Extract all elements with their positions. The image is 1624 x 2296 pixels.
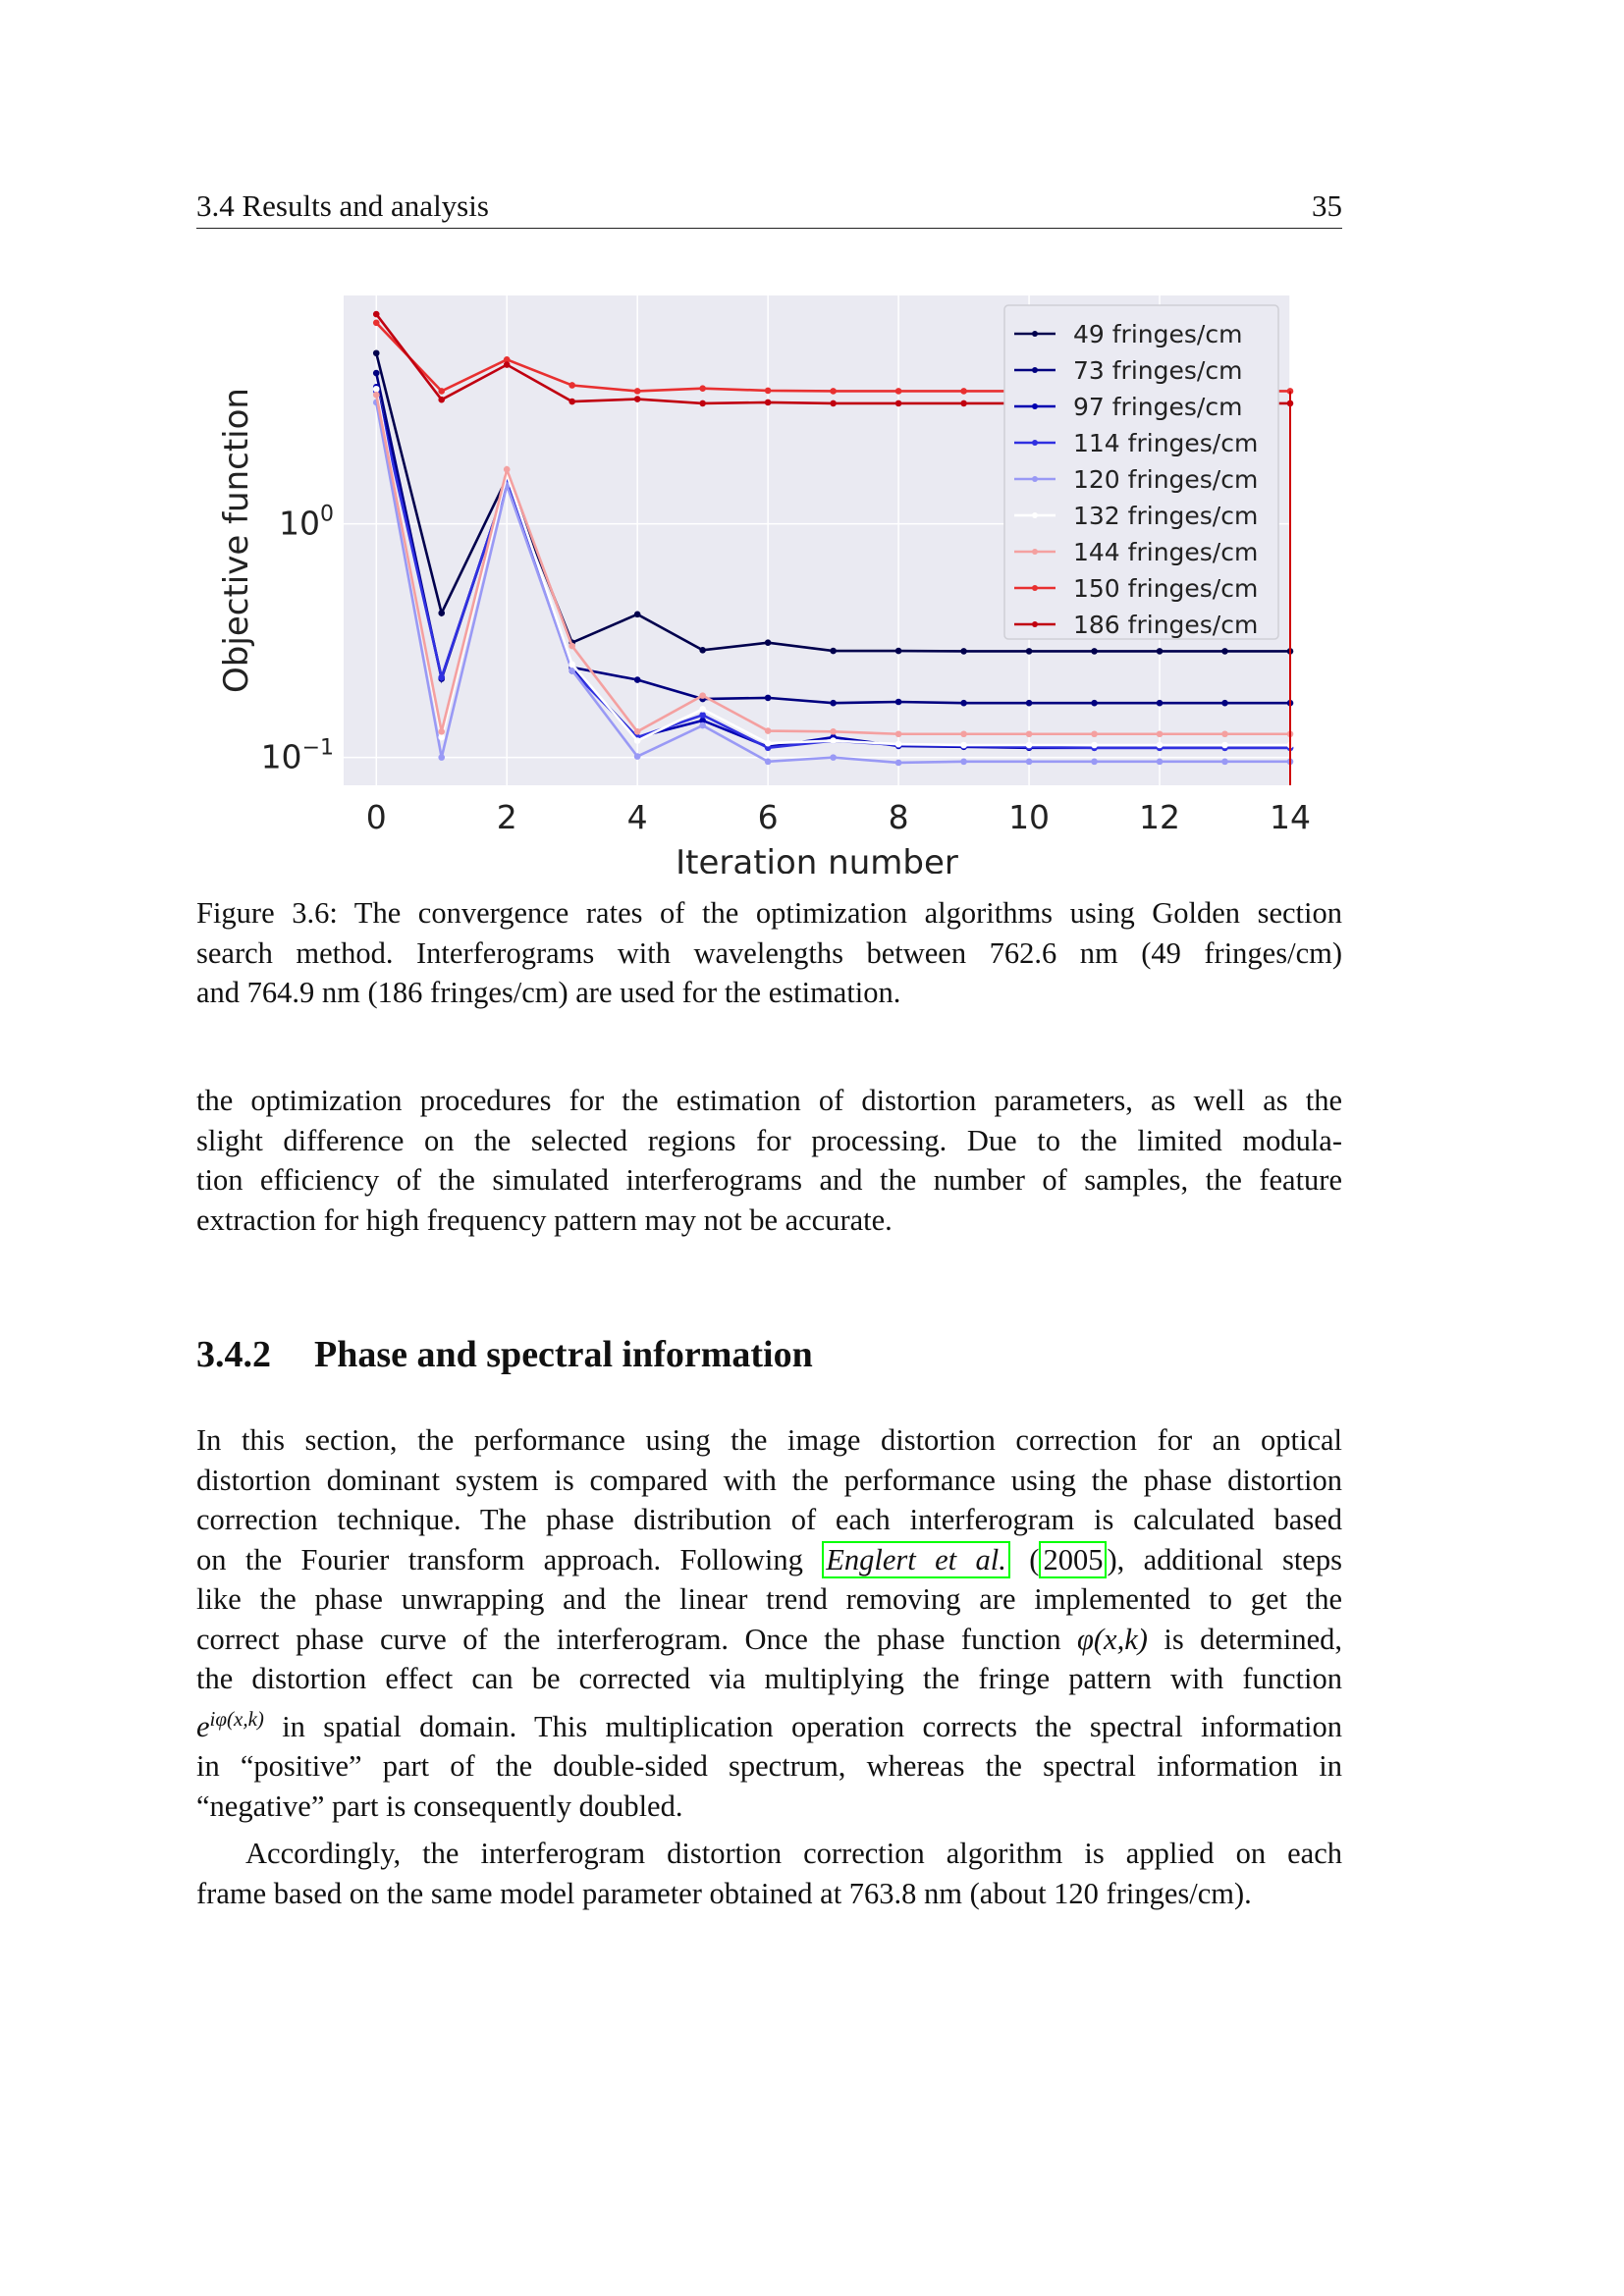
data-point [699, 692, 706, 699]
data-point [895, 760, 902, 767]
x-tick-label: 4 [626, 798, 648, 836]
tick-base: 10 [260, 737, 302, 776]
legend-marker [1032, 331, 1038, 337]
data-point [373, 349, 380, 356]
data-point [634, 753, 641, 760]
data-point [1221, 700, 1228, 707]
legend-marker [1032, 440, 1038, 446]
data-point [373, 386, 380, 393]
data-point [438, 674, 445, 681]
data-point [765, 695, 772, 702]
data-point [634, 728, 641, 735]
text-segment: correct phase curve of the interferogram. Once the phase function [196, 1622, 1078, 1656]
text-line [196, 1620, 1342, 1660]
text-segment: ( [1009, 1542, 1040, 1576]
data-point [1026, 759, 1033, 766]
data-point [634, 737, 641, 744]
data-point [960, 730, 967, 737]
data-point [960, 700, 967, 707]
text-line: frame based on the same model parameter obtained at 763.8 nm (about 120 fringes/cm). [196, 1876, 1252, 1910]
legend-label: 114 fringes/cm [1073, 429, 1259, 457]
legend-label: 73 fringes/cm [1073, 356, 1243, 385]
text-segment: ), additional steps [1107, 1542, 1342, 1576]
data-point [895, 400, 902, 407]
text-line [196, 1540, 1342, 1580]
math-phi: φ(x,k) [1077, 1622, 1148, 1656]
data-point [699, 400, 706, 407]
citation-author-link[interactable]: Englert et al. [822, 1541, 1010, 1578]
legend-label: 49 fringes/cm [1073, 320, 1243, 348]
text-segment: on the Fourier transform approach. Following [196, 1542, 823, 1576]
data-point [765, 400, 772, 406]
page-number: 35 [1312, 188, 1342, 223]
data-point [830, 388, 837, 395]
data-point [634, 612, 641, 618]
data-point [1157, 700, 1164, 707]
data-point [699, 706, 706, 713]
text-line: the distortion effect can be corrected via multiplying the fringe pattern with function [196, 1662, 1342, 1695]
legend-label: 144 fringes/cm [1073, 538, 1259, 566]
data-point [438, 728, 445, 735]
data-point [830, 700, 837, 707]
data-point [1221, 759, 1228, 766]
data-point [438, 734, 445, 741]
data-point [1091, 759, 1098, 766]
data-point [1157, 742, 1164, 749]
data-point [960, 648, 967, 655]
legend-marker [1032, 621, 1038, 627]
data-point [895, 730, 902, 737]
data-point [765, 388, 772, 395]
legend-label: 150 fringes/cm [1073, 574, 1259, 603]
legend-label: 132 fringes/cm [1073, 502, 1259, 530]
data-point [373, 311, 380, 318]
data-point [1091, 742, 1098, 749]
data-point [1157, 648, 1164, 655]
data-point [504, 466, 511, 473]
legend-marker [1032, 367, 1038, 373]
data-point [895, 741, 902, 748]
data-point [895, 699, 902, 706]
data-point [373, 370, 380, 377]
data-point [438, 388, 445, 395]
legend-marker [1032, 549, 1038, 555]
x-tick-label: 10 [1008, 798, 1051, 836]
header-section-title: 3.4 Results and analysis [196, 188, 489, 223]
x-axis-label: Iteration number [676, 843, 958, 874]
data-point [1221, 742, 1228, 749]
data-point [699, 722, 706, 729]
data-point [765, 727, 772, 734]
text-line: Accordingly, the interferogram distortion correction algorithm is applied on each [245, 1837, 1342, 1870]
legend-marker [1032, 512, 1038, 518]
paragraph-1 [196, 1081, 1342, 1240]
data-point [960, 742, 967, 749]
text-line: in “positive” part of the double-sided spectrum, whereas the spectral information in [196, 1749, 1342, 1784]
data-point [1091, 730, 1098, 737]
tick-exponent: 0 [320, 502, 334, 527]
data-point [373, 392, 380, 399]
x-tick-label: 8 [888, 798, 909, 836]
data-point [1026, 648, 1033, 655]
tick-base: 10 [279, 504, 320, 543]
data-point [634, 388, 641, 395]
tick-exponent: −1 [301, 735, 334, 761]
legend-marker [1032, 403, 1038, 409]
x-tick-label: 2 [496, 798, 517, 836]
data-point [765, 759, 772, 766]
data-point [830, 728, 837, 735]
x-tick-label: 12 [1139, 798, 1181, 836]
math-exponential: e [196, 1709, 210, 1743]
text-line: extraction for high frequency pattern may not be accurate. [196, 1202, 893, 1237]
data-point [699, 385, 706, 392]
text-line [196, 1699, 1342, 1747]
data-point [1026, 742, 1033, 749]
data-point [765, 740, 772, 747]
data-point [830, 737, 837, 744]
text-line: distortion dominant system is compared with the performance using the phase distortion [196, 1463, 1342, 1497]
y-axis-label: Objective function [217, 388, 256, 693]
x-tick-label: 6 [757, 798, 779, 836]
data-point [1026, 730, 1033, 737]
data-point [634, 396, 641, 402]
caption-line: search method. Interferograms with wavelengths between 762.6 nm (49 fringes/cm) [196, 935, 1342, 970]
data-point [960, 388, 967, 395]
legend-label: 97 fringes/cm [1073, 393, 1243, 421]
data-point [765, 639, 772, 646]
math-exponent: iφ(x,k) [209, 1706, 264, 1731]
text-segment: in spatial domain. This multiplication operation corrects the spectral information [263, 1709, 1342, 1743]
section-title: Phase and spectral information [314, 1334, 813, 1375]
data-point [438, 397, 445, 403]
citation-year-link[interactable]: 2005 [1039, 1541, 1107, 1578]
text-line: tion efficiency of the simulated interferograms and the number of samples, the feature [196, 1163, 1342, 1197]
section-heading [196, 1333, 813, 1376]
section-number: 3.4.2 [196, 1334, 271, 1375]
caption-line: Figure 3.6: The convergence rates of the optimization algorithms using Golden section [196, 896, 1342, 930]
text-line: slight difference on the selected regions for processing. Due to the limited modula- [196, 1123, 1342, 1157]
data-point [568, 662, 575, 668]
y-tick-label [279, 503, 334, 543]
data-point [438, 610, 445, 616]
text-line: In this section, the performance using the image distortion correction for an optical [196, 1423, 1342, 1457]
convergence-chart [196, 285, 1345, 874]
data-point [1221, 648, 1228, 655]
legend-marker [1032, 476, 1038, 482]
data-point [1157, 759, 1164, 766]
data-point [568, 399, 575, 405]
text-line: “negative” part is consequently doubled. [196, 1789, 683, 1823]
data-point [1091, 648, 1098, 655]
data-point [1091, 700, 1098, 707]
x-tick-label: 14 [1270, 798, 1311, 836]
legend-marker [1032, 585, 1038, 591]
paragraph-2 [196, 1420, 1342, 1826]
data-point [895, 648, 902, 655]
x-tick-label: 0 [365, 798, 387, 836]
text-line: like the phase unwrapping and the linear trend removing are implemented to get the [196, 1582, 1342, 1616]
data-point [373, 319, 380, 326]
text-segment: is determined, [1147, 1622, 1342, 1656]
paragraph-3 [196, 1834, 1342, 1913]
legend-label: 120 fringes/cm [1073, 465, 1259, 494]
data-point [568, 643, 575, 650]
text-line: the optimization procedures for the estimation of distortion parameters, as well as the [196, 1084, 1342, 1117]
caption-line: and 764.9 nm (186 fringes/cm) are used for the estimation. [196, 976, 901, 1009]
data-point [568, 382, 575, 389]
data-point [699, 712, 706, 719]
legend [1004, 305, 1278, 639]
data-point [1221, 730, 1228, 737]
data-point [504, 361, 511, 368]
data-point [699, 647, 706, 654]
data-point [830, 754, 837, 761]
data-point [830, 400, 837, 407]
legend-label: 186 fringes/cm [1073, 611, 1259, 639]
figure-caption [196, 893, 1342, 1013]
data-point [1026, 700, 1033, 707]
data-point [830, 648, 837, 655]
data-point [1157, 730, 1164, 737]
data-point [438, 754, 445, 761]
data-point [960, 400, 967, 407]
data-point [634, 676, 641, 683]
y-tick-label [261, 736, 334, 776]
data-point [960, 759, 967, 766]
data-point [895, 388, 902, 395]
text-line: correction technique. The phase distribution of each interferogram is calculated based [196, 1503, 1342, 1536]
running-header [196, 187, 1342, 229]
